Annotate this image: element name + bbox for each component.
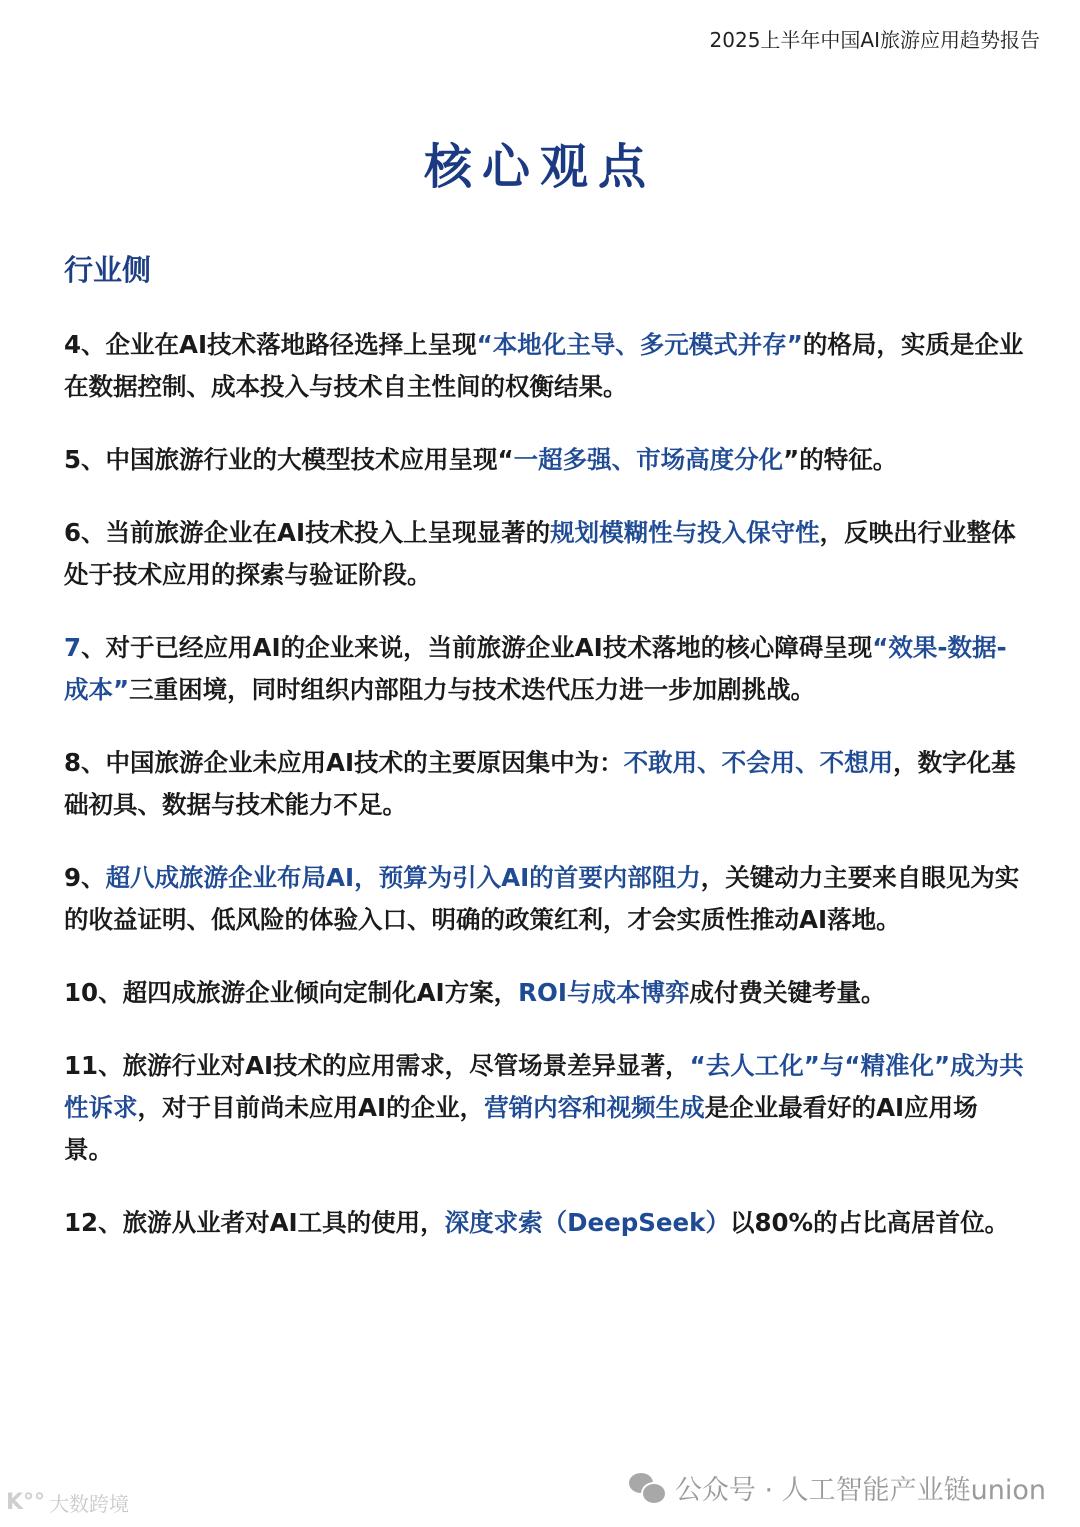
point-text: 6、当前旅游企业在AI技术投入上呈现显著的 <box>64 518 551 547</box>
point-text: 9、 <box>64 863 106 892</box>
point-text: ”的特征。 <box>783 445 898 474</box>
point-text: 成付费关键考量。 <box>689 978 886 1007</box>
highlighted-text: 不敢用、不会用、不想用 <box>623 748 894 777</box>
point-text: 8、中国旅游企业未应用AI技术的主要原因集中为： <box>64 748 624 777</box>
section-heading: 行业侧 <box>64 253 152 287</box>
point-text: 10、超四成旅游企业倾向定制化AI方案， <box>64 978 519 1007</box>
highlighted-text: 深度求索（DeepSeek） <box>444 1208 730 1237</box>
point-text: 以80%的占比高居首位。 <box>729 1208 1010 1237</box>
highlighted-text: ROI与成本博弈 <box>518 978 690 1007</box>
point-text: 12、旅游从业者对AI工具的使用， <box>64 1208 445 1237</box>
account-watermark <box>629 1468 1046 1507</box>
highlighted-text: “效果-数据-成本” <box>64 633 1007 704</box>
highlighted-text: 营销内容和视频生成 <box>484 1093 705 1122</box>
key-point <box>64 439 1024 481</box>
point-text: ，反映出行业整体处于技术应用的探索与验证阶段。 <box>64 518 1016 589</box>
key-point <box>64 857 1024 941</box>
highlighted-text: 一超多强、市场高度分化 <box>513 445 784 474</box>
wechat-icon <box>629 1471 667 1505</box>
highlighted-text: “本地化主导、多元模式并存” <box>476 330 803 359</box>
key-points-list <box>64 324 1024 1275</box>
point-text: ，对于目前尚未应用AI的企业， <box>137 1093 485 1122</box>
point-text: ，数字化基础初具、数据与技术能力不足。 <box>64 748 1016 819</box>
point-text: 的格局，实质是企业在数据控制、成本投入与技术自主性间的权衡结果。 <box>64 330 1024 401</box>
point-text: 4、企业在AI技术落地路径选择上呈现 <box>64 330 477 359</box>
point-text: 、对于已经应用AI的企业来说，当前旅游企业AI技术落地的核心障碍呈现 <box>81 633 873 662</box>
point-text: 5、中国旅游行业的大模型技术应用呈现“ <box>64 445 514 474</box>
key-point <box>64 512 1024 596</box>
highlighted-text: 超八成旅游企业布局AI，预算为引入AI的首要内部阻力 <box>105 863 701 892</box>
highlighted-text: 规划模糊性与投入保守性 <box>550 518 820 547</box>
key-point <box>64 627 1024 711</box>
key-point <box>64 1202 1024 1244</box>
k-logo-icon: K°° <box>6 1490 46 1515</box>
key-point <box>64 972 1024 1014</box>
key-point <box>64 742 1024 826</box>
point-text: ，关键动力主要来自眼见为实的收益证明、低风险的体验入口、明确的政策红利，才会实质性推动AI落地。 <box>64 863 1020 934</box>
key-point <box>64 324 1024 408</box>
point-text: 是企业最看好的AI应用场景。 <box>64 1093 978 1164</box>
key-point <box>64 1045 1024 1171</box>
point-text: 三重困境，同时组织内部阻力与技术迭代压力进一步加剧挑战。 <box>129 675 816 704</box>
highlighted-text: 7 <box>64 633 82 662</box>
source-watermark <box>6 1488 129 1517</box>
account-label: 公众号 · 人工智能产业链union <box>674 1475 1046 1506</box>
report-title: 2025上半年中国AI旅游应用趋势报告 <box>709 28 1040 52</box>
highlighted-text: “去人工化”与“精准化”成为共性诉求 <box>64 1051 1024 1122</box>
source-label: 大数跨境 <box>49 1492 130 1516</box>
point-text: 11、旅游行业对AI技术的应用需求，尽管场景差异显著， <box>64 1051 690 1080</box>
page-title: 核心观点 <box>423 139 656 195</box>
